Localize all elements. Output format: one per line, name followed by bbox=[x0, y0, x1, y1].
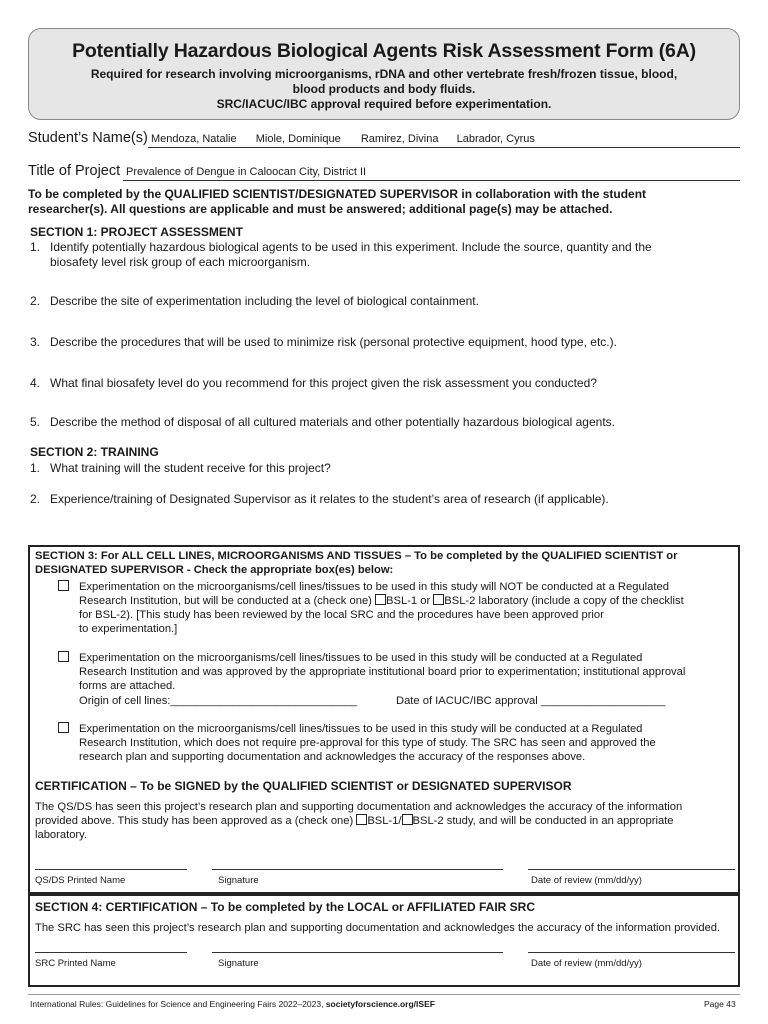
option2-line3: forms are attached. bbox=[79, 680, 176, 692]
src-printed-name-label: SRC Printed Name bbox=[35, 958, 116, 969]
option1-bsl1-label: BSL-1 or bbox=[386, 595, 434, 607]
footer-citation bbox=[30, 999, 435, 1009]
src-signature-label: Signature bbox=[218, 958, 259, 969]
origin-of-cell-lines-field[interactable]: Origin of cell lines:______________________________ bbox=[79, 695, 358, 707]
footer-text: International Rules: Guidelines for Science and Engineering Fairs 2022–2023, bbox=[30, 999, 326, 1009]
cert-bsl2-label: BSL-2 study, and will be conducted in an appropriate bbox=[412, 815, 674, 827]
project-title-label: Title of Project bbox=[28, 163, 121, 179]
section2-heading: SECTION 2: TRAINING bbox=[30, 445, 159, 459]
src-printed-name-line[interactable] bbox=[35, 952, 187, 953]
qsds-printed-name-label: QS/DS Printed Name bbox=[35, 875, 126, 886]
option1-line3: for BSL-2). [This study has been reviewed by the local SRC and the procedures have been approved prior bbox=[79, 609, 604, 621]
src-date-label: Date of review (mm/dd/yy) bbox=[531, 958, 642, 969]
s2-item1-text: What training will the student receive for this project? bbox=[50, 461, 331, 475]
students-label: Student’s Name(s) bbox=[28, 130, 148, 146]
form-title: Potentially Hazardous Biological Agents Risk Assessment Form (6A) bbox=[72, 40, 696, 62]
footer-link[interactable]: societyforscience.org/ISEF bbox=[325, 999, 435, 1009]
form-subtitle bbox=[29, 67, 739, 112]
s2-item2-number: 2. bbox=[30, 492, 41, 506]
option1-text bbox=[79, 580, 739, 636]
qsds-date-label: Date of review (mm/dd/yy) bbox=[531, 875, 642, 886]
s1-item2-text: Describe the site of experimentation including the level of biological containment. bbox=[50, 294, 479, 308]
s2-item1-number: 1. bbox=[30, 461, 41, 475]
intro-instructions bbox=[28, 187, 646, 217]
cert-bsl1-checkbox[interactable] bbox=[356, 814, 367, 825]
qsds-printed-name-line[interactable] bbox=[35, 869, 187, 870]
s1-item4-text: What final biosafety level do you recommend for this project given the risk assessment you conducted? bbox=[50, 376, 597, 390]
option3-line1: Experimentation on the microorganisms/cell lines/tissues to be used in this study will be conducted at a Regulated bbox=[79, 723, 643, 735]
qsds-signature-label: Signature bbox=[218, 875, 259, 886]
cert-bsl2-checkbox[interactable] bbox=[402, 814, 413, 825]
section3-heading-line2: DESIGNATED SUPERVISOR - Check the appropriate box(es) below: bbox=[35, 564, 394, 576]
option3-line2: Research Institution, which does not require pre-approval for this type of study. The SRC has seen and approved the bbox=[79, 737, 656, 749]
s1-item3-number: 3. bbox=[30, 335, 41, 349]
certification-line2 bbox=[35, 814, 735, 828]
qsds-date-line[interactable] bbox=[528, 869, 735, 870]
s1-item5-number: 5. bbox=[30, 415, 41, 429]
subtitle-line-2: blood products and body fluids. bbox=[292, 82, 476, 96]
s1-item1-line2: biosafety level risk group of each microorganism. bbox=[50, 255, 311, 269]
certification-line1: The QS/DS has seen this project’s research plan and supporting documentation and acknowledges the accuracy of the information bbox=[35, 801, 683, 813]
section3-heading bbox=[35, 549, 678, 577]
src-signature-line[interactable] bbox=[212, 952, 503, 953]
certification-line2-prefix: provided above. This study has been approved as a (check one) bbox=[35, 815, 357, 827]
iacuc-approval-date-field[interactable]: Date of IACUC/IBC approval ____________________ bbox=[396, 695, 666, 707]
s1-item1-text bbox=[50, 240, 652, 270]
section1-heading: SECTION 1: PROJECT ASSESSMENT bbox=[30, 225, 243, 239]
option1-bsl1-checkbox[interactable] bbox=[375, 594, 386, 605]
s1-item3-text: Describe the procedures that will be used to minimize risk (personal protective equipment, hood type, etc.). bbox=[50, 335, 617, 349]
intro-line-2: researcher(s). All questions are applicable and must be answered; additional page(s) may be attached. bbox=[28, 202, 613, 216]
project-title-underline bbox=[123, 180, 740, 181]
option1-checkbox[interactable] bbox=[58, 580, 69, 591]
option3-checkbox[interactable] bbox=[58, 722, 69, 733]
page-number: Page 43 bbox=[704, 999, 736, 1009]
section4-heading: SECTION 4: CERTIFICATION – To be completed by the LOCAL or AFFILIATED FAIR SRC bbox=[35, 900, 536, 914]
option2-checkbox[interactable] bbox=[58, 651, 69, 662]
subtitle-line-1: Required for research involving microorganisms, rDNA and other vertebrate fresh/frozen tissue, blood, bbox=[90, 67, 678, 81]
certification-heading: CERTIFICATION – To be SIGNED by the QUALIFIED SCIENTIST or DESIGNATED SUPERVISOR bbox=[35, 779, 572, 793]
qsds-signature-line[interactable] bbox=[212, 869, 503, 870]
option1-line2 bbox=[79, 594, 739, 608]
section3-heading-line1: SECTION 3: For ALL CELL LINES, MICROORGANISMS AND TISSUES – To be completed by the QUALIFIED SCIENTIST or bbox=[35, 550, 678, 562]
student-name-1: Mendoza, Natalie bbox=[151, 133, 237, 145]
s1-item2-number: 2. bbox=[30, 294, 41, 308]
option3-text bbox=[79, 722, 739, 764]
option1-line2-prefix: Research Institution, but will be conducted at a (check one) bbox=[79, 595, 376, 607]
intro-line-1: To be completed by the QUALIFIED SCIENTIST/DESIGNATED SUPERVISOR in collaboration with the student bbox=[28, 187, 647, 201]
subtitle-line-3: SRC/IACUC/IBC approval required before experimentation. bbox=[216, 97, 552, 111]
option1-line1: Experimentation on the microorganisms/cell lines/tissues to be used in this study will NOT be conducted at a Regulated bbox=[79, 581, 669, 593]
student-name-2: Miole, Dominique bbox=[255, 133, 341, 145]
certification-line3: laboratory. bbox=[35, 829, 88, 841]
students-underline bbox=[148, 147, 740, 148]
option2-text bbox=[79, 651, 739, 693]
student-name-field[interactable] bbox=[151, 133, 535, 145]
option2-line2: Research Institution and was approved by the appropriate institutional board prior to experimentation; institutional approval bbox=[79, 666, 686, 678]
s1-item1-number: 1. bbox=[30, 240, 41, 254]
src-date-line[interactable] bbox=[528, 952, 735, 953]
footer-divider bbox=[28, 994, 740, 995]
student-name-4: Labrador, Cyrus bbox=[456, 133, 535, 145]
s1-item5-text: Describe the method of disposal of all cultured materials and other potentially hazardous biological agents. bbox=[50, 415, 615, 429]
option1-bsl2-checkbox[interactable] bbox=[433, 594, 444, 605]
s1-item1-line1: Identify potentially hazardous biological agents to be used in this experiment. Include the source, quantity and the bbox=[50, 240, 652, 254]
student-name-3: Ramirez, Divina bbox=[360, 133, 439, 145]
s1-item4-number: 4. bbox=[30, 376, 41, 390]
s2-item2-text: Experience/training of Designated Supervisor as it relates to the student’s area of research (if applicable). bbox=[50, 492, 609, 506]
cert-bsl1-label: BSL-1/ bbox=[367, 815, 402, 827]
option1-line4: to experimentation.] bbox=[79, 623, 178, 635]
form-header bbox=[28, 28, 740, 120]
option3-line3: research plan and supporting documentation and acknowledges the accuracy of the responses above. bbox=[79, 751, 586, 763]
project-title-field[interactable]: Prevalence of Dengue in Caloocan City, District II bbox=[126, 166, 367, 178]
option2-line1: Experimentation on the microorganisms/cell lines/tissues to be used in this study will be conducted at a Regulated bbox=[79, 652, 643, 664]
certification-text bbox=[35, 800, 735, 842]
section4-text: The SRC has seen this project’s research plan and supporting documentation and acknowledges the accuracy of the information provided. bbox=[35, 922, 721, 934]
option1-bsl2-label: BSL-2 laboratory (include a copy of the checklist bbox=[444, 595, 684, 607]
